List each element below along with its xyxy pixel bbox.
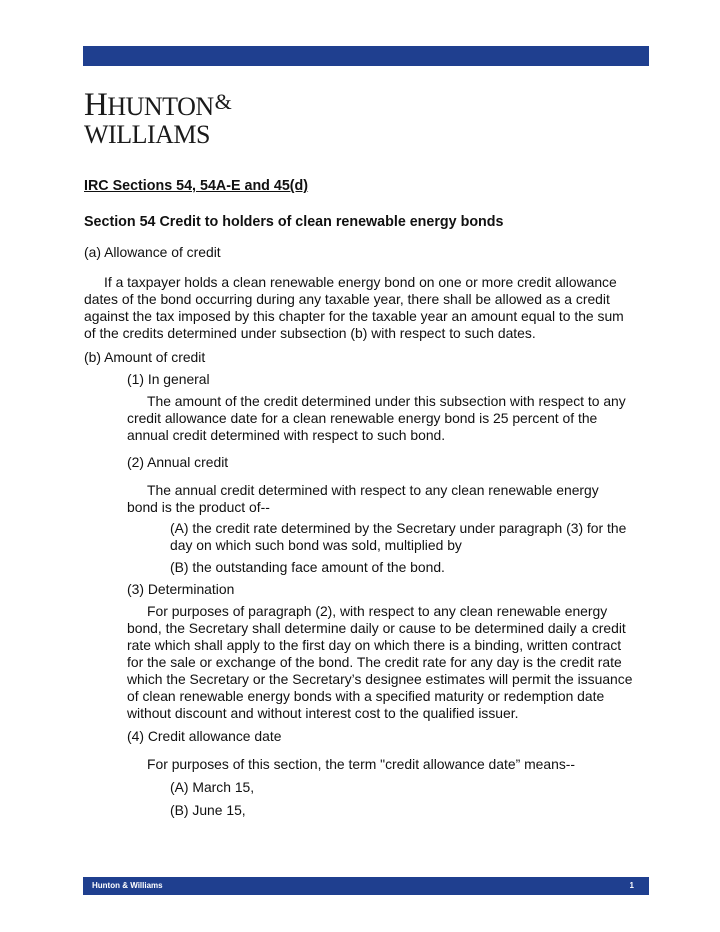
logo-word-2: WILLIAMS	[84, 120, 210, 149]
paragraph-b1-text: The amount of the credit determined under this subsection with respect to any credit allowance date for a clean renewable energy bond is 25 percent of the annual credit determined with respect to such bond.	[127, 393, 626, 443]
subsection-a-text: If a taxpayer holds a clean renewable energy bond on one or more credit allowance dates of the bond occurring during any taxable year, there shall be allowed as a credit against the tax imposed by this chapter for the taxable year an amount equal to the sum of the credits determined under subsection (b) with respect to such dates.	[84, 274, 624, 341]
paragraph-b3-text: For purposes of paragraph (2), with respect to any clean renewable energy bond, the Secretary shall determine daily or cause to be determined daily a credit rate which shall apply to the first day on which there is a binding, written contract for the sale or exchange of the bond. The credit rate for any day is the credit rate which the Secretary or the Secretary’s designee estimates will permit the issuance of clean renewable energy bonds with a specified maturity or redemption date without discount and without interest cost to the qualified issuer.	[127, 603, 633, 721]
document-title: IRC Sections 54, 54A-E and 45(d)	[84, 178, 309, 194]
paragraph-b3-label: (3) Determination	[127, 581, 235, 597]
subsection-b-label: (b) Amount of credit	[84, 349, 206, 365]
section-heading: Section 54 Credit to holders of clean renewable energy bonds	[84, 214, 504, 230]
footer-bar	[83, 877, 649, 895]
paragraph-b4-item-b: (B) June 15,	[170, 802, 246, 818]
header-bar	[83, 46, 649, 66]
logo-line-1: HHUNTON&	[84, 87, 232, 123]
subsection-a-label: (a) Allowance of credit	[84, 244, 221, 260]
paragraph-b2-label: (2) Annual credit	[127, 454, 229, 470]
paragraph-b1-label: (1) In general	[127, 371, 210, 387]
paragraph-b4-item-a: (A) March 15,	[170, 779, 255, 795]
logo-ampersand: &	[214, 89, 232, 114]
paragraph-b2-item-a: (A) the credit rate determined by the Secretary under paragraph (3) for the day on which such bond was sold, multiplied by	[170, 520, 627, 553]
paragraph-b2-item-b: (B) the outstanding face amount of the bond.	[170, 559, 445, 575]
paragraph-b4-label: (4) Credit allowance date	[127, 728, 282, 744]
hunton-williams-logo	[84, 88, 231, 149]
page-number: 1	[629, 881, 634, 890]
paragraph-b4-text: For purposes of this section, the term "credit allowance date” means--	[147, 756, 576, 772]
footer-company: Hunton & Williams	[92, 881, 163, 890]
logo-word-1: HUNTON	[107, 92, 214, 121]
paragraph-b2-text: The annual credit determined with respect to any clean renewable energy bond is the product of--	[127, 482, 599, 515]
logo-line-2	[84, 121, 231, 149]
